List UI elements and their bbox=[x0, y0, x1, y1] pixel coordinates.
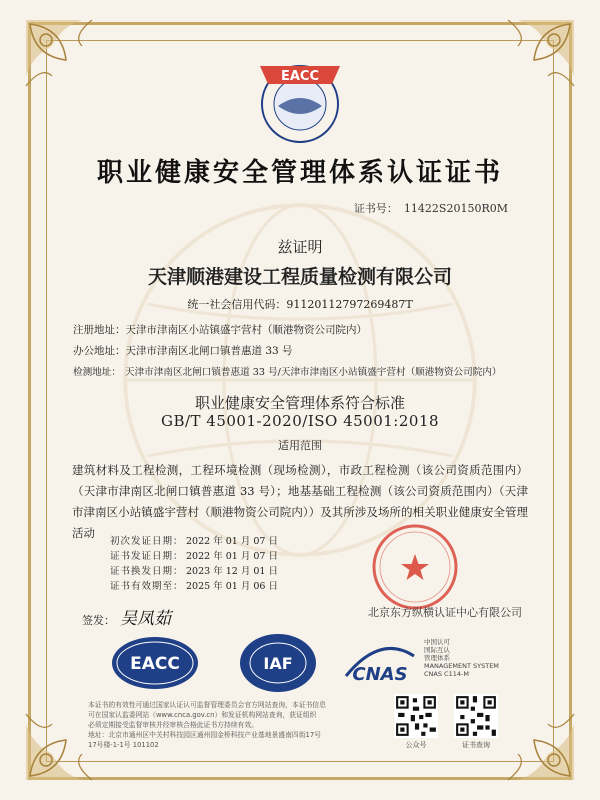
date-label: 证书换发日期： bbox=[110, 566, 184, 577]
cnas-line: CNAS C114-M bbox=[424, 670, 469, 678]
address-label: 办公地址： bbox=[73, 345, 126, 357]
cert-no-label: 证书号： bbox=[353, 202, 398, 215]
footer-notes bbox=[88, 700, 388, 750]
date-label: 初次发证日期： bbox=[110, 536, 184, 547]
date-label: 证书发证日期： bbox=[110, 551, 184, 562]
company-name: 天津顺港建设工程质量检测有限公司 bbox=[147, 266, 452, 288]
cnas-logo bbox=[340, 640, 420, 690]
credit-code-value: 91120112797269487T bbox=[286, 298, 413, 311]
eacc-top-logo bbox=[238, 50, 362, 146]
address-row bbox=[73, 322, 367, 337]
signature: 吴凤茹 bbox=[120, 609, 171, 629]
standard-code: GB/T 45001-2020/ISO 45001:2018 bbox=[160, 412, 440, 430]
date-value: 2022 年 01 月 07 日 bbox=[186, 551, 278, 562]
footer-line: 必须定期接受监督审核并经审核合格此证书方持续有效。 bbox=[88, 721, 258, 729]
cnas-mark-text bbox=[424, 638, 499, 678]
eacc-logo-text: EACC bbox=[130, 654, 180, 674]
address-value: 天津市津南区北闸口镇普惠道 33 号/天津市津南区小站镇盛宇营村（顺港物资公司院内） bbox=[125, 367, 502, 378]
footer-line: 17号楼-1-1号 101102 bbox=[88, 741, 159, 749]
cnas-line: 中国认可 bbox=[424, 638, 450, 646]
footer-line: 地址：北京市通州区中关村科技园区通州园金桥科技产业基地景盛南四街17号 bbox=[88, 731, 321, 739]
date-row bbox=[110, 534, 278, 549]
credit-code bbox=[0, 296, 600, 312]
date-row bbox=[110, 579, 278, 594]
footer-line: 可在国家认监委网站（www.cnca.gov.cn）和发证机构网站查询，获证组织 bbox=[88, 711, 317, 719]
address-label: 检测地址： bbox=[73, 367, 121, 378]
date-value: 2023 年 12 月 01 日 bbox=[186, 566, 278, 577]
address-row bbox=[73, 343, 293, 358]
cnas-logo-text: CNAS bbox=[352, 664, 408, 685]
standard-title: 职业健康安全管理体系符合标准 bbox=[194, 394, 405, 412]
hereby-certify: 兹证明 bbox=[277, 238, 323, 256]
corner-ornament-icon bbox=[22, 16, 112, 106]
issuing-body: 北京东方纵横认证中心有限公司 bbox=[368, 606, 522, 619]
address-row bbox=[73, 364, 502, 378]
cert-no-value: 11422S20150R0M bbox=[403, 202, 508, 215]
eacc-logo bbox=[110, 635, 200, 691]
cnas-line: 管理体系 bbox=[424, 654, 450, 662]
address-value: 天津市津南区小站镇盛宇营村（顺港物资公司院内） bbox=[125, 324, 367, 336]
iaf-logo bbox=[238, 632, 318, 694]
address-value: 天津市津南区北闸口镇普惠道 33 号 bbox=[125, 345, 293, 357]
footer-line: 本证书的有效性可通过国家认证认可监督管理委员会官方网站查询，本证书信息 bbox=[88, 701, 326, 709]
certificate-title: 职业健康安全管理体系认证证书 bbox=[96, 158, 503, 188]
sign-label: 签发： bbox=[82, 614, 115, 627]
date-label: 证书有效期至： bbox=[110, 581, 184, 592]
red-seal-stamp bbox=[370, 522, 460, 612]
date-row bbox=[110, 564, 278, 579]
cnas-line: 国际互认 bbox=[424, 646, 450, 654]
qr-label: 证书查询 bbox=[462, 741, 490, 749]
iaf-logo-text: IAF bbox=[263, 654, 293, 673]
date-value: 2025 年 01 月 06 日 bbox=[186, 581, 278, 592]
date-list bbox=[110, 534, 278, 594]
top-logo-text: EACC bbox=[280, 69, 320, 84]
qr-label: 公众号 bbox=[405, 741, 427, 749]
corner-ornament-icon bbox=[488, 694, 578, 784]
address-label: 注册地址： bbox=[73, 324, 126, 336]
qr-code-icon[interactable] bbox=[454, 694, 498, 738]
date-value: 2022 年 01 月 07 日 bbox=[186, 536, 278, 547]
credit-code-label: 统一社会信用代码： bbox=[187, 298, 287, 311]
certificate-number bbox=[354, 200, 508, 216]
date-row bbox=[110, 549, 278, 564]
cnas-line: MANAGEMENT SYSTEM bbox=[424, 662, 499, 670]
qr-code-icon[interactable] bbox=[394, 694, 438, 738]
scope-title: 适用范围 bbox=[278, 439, 322, 452]
scope-text: 建筑材料及工程检测，工程环境检测（现场检测），市政工程检测（该公司资质范围内）（天津市津南区北闸口镇普惠道 33 号）；地基基础工程检测（该公司资质范围内）（天津市津南区小站镇盛宇营村（顺港物资公司院内））及其所涉及场所的相关职业健康安全管理活动 bbox=[72, 463, 528, 540]
corner-ornament-icon bbox=[488, 16, 578, 106]
